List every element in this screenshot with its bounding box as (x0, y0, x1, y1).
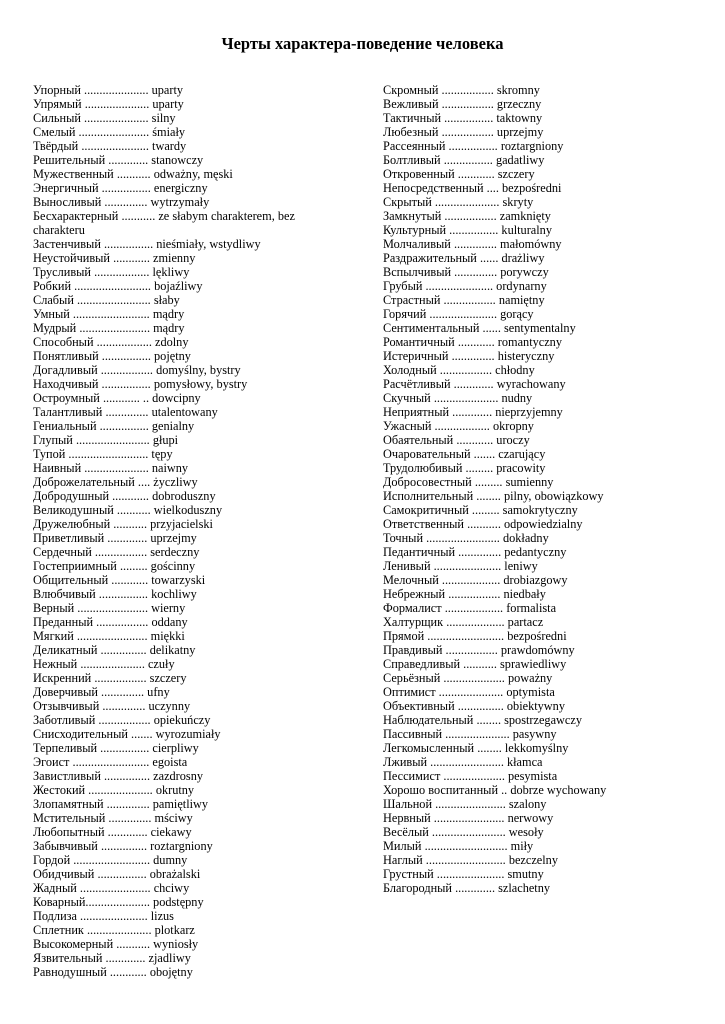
vocabulary-entry: Правдивый ................. prawdomówny (383, 643, 575, 657)
vocabulary-entry: Влюбчивый ................ kochliwy (33, 587, 197, 601)
vocabulary-entry: Подлиза ...................... lizus (33, 909, 174, 923)
vocabulary-entry: Скрытый ..................... skryty (383, 195, 534, 209)
vocabulary-entry: Находчивый ................ pomysłowy, bystry (33, 377, 248, 391)
vocabulary-entry: Формалист ................... formalista (383, 601, 557, 615)
vocabulary-entry: Искренний ................. szczery (33, 671, 187, 685)
vocabulary-entry: Легкомысленный ........ lekkomyślny (383, 741, 569, 755)
left-column (33, 83, 333, 979)
vocabulary-entry: Трудолюбивый ......... pracowity (383, 461, 546, 475)
vocabulary-entry: Любопытный ............. ciekawy (33, 825, 192, 839)
vocabulary-entry: Любезный ................. uprzejmy (383, 125, 544, 139)
vocabulary-entry: Ленивый ...................... leniwy (383, 559, 538, 573)
vocabulary-entry: Справедливый ........... sprawiedliwy (383, 657, 567, 671)
vocabulary-entry: Страстный ................. namiętny (383, 293, 545, 307)
vocabulary-entry: Шальной ....................... szalony (383, 797, 547, 811)
page-title: Черты характера-поведение человека (221, 34, 504, 53)
vocabulary-entry: Робкий ......................... bojaźliwy (33, 279, 203, 293)
vocabulary-entry: Сильный ..................... silny (33, 111, 176, 125)
vocabulary-entry: Забывчивый ............... roztargniony (33, 839, 213, 853)
vocabulary-entry: Упрямый ..................... uparty (33, 97, 184, 111)
vocabulary-entry: Энергичный ................ energiczny (33, 181, 208, 195)
vocabulary-entry: Лживый ........................ kłamca (383, 755, 543, 769)
vocabulary-entry: Равнодушный ............ obojętny (33, 965, 193, 979)
vocabulary-entry: Способный .................. zdolny (33, 335, 189, 349)
vocabulary-entry: Нервный ....................... nerwowy (383, 811, 554, 825)
vocabulary-entry: Жадный ....................... chciwy (33, 881, 190, 895)
vocabulary-entry: Язвительный ............. zjadliwy (33, 951, 191, 965)
vocabulary-entry: Наивный ..................... naiwny (33, 461, 189, 475)
vocabulary-entry: Гордой ......................... dumny (33, 853, 188, 867)
vocabulary-entry: Откровенный ............ szczery (383, 167, 535, 181)
vocabulary-entry: Самокритичный ......... samokrytyczny (383, 503, 578, 517)
vocabulary-entry: Весёлый ........................ wesoły (383, 825, 544, 839)
vocabulary-entry: Мелочный ................... drobiazgowy (383, 573, 568, 587)
vocabulary-entry: Добросовестный ......... sumienny (383, 475, 554, 489)
vocabulary-entry: Неустойчивый ............ zmienny (33, 251, 196, 265)
vocabulary-entry: Доверчивый .............. ufny (33, 685, 170, 699)
vocabulary-entry: Добродушный ............ dobroduszny (33, 489, 216, 503)
vocabulary-entry: Милый ........................... miły (383, 839, 534, 853)
vocabulary-entry: Раздражительный ...... drażliwy (383, 251, 545, 265)
vocabulary-entry: Неприятный ............. nieprzyjemny (383, 405, 563, 419)
vocabulary-entry: Прямой ......................... bezpośredni (383, 629, 567, 643)
vocabulary-entry: Завистливый ............... zazdrosny (33, 769, 204, 783)
vocabulary-entry: Мужественный ........... odważny, męski (33, 167, 233, 181)
vocabulary-entry: Общительный ............ towarzyski (33, 573, 206, 587)
vocabulary-entry: Эгоист ......................... egoista (33, 755, 188, 769)
vocabulary-entry: Жестокий ..................... okrutny (33, 783, 195, 797)
vocabulary-entry: Бесхарактерный ........... ze słabym charakterem, bez charakteru (33, 209, 295, 237)
vocabulary-entry: Талантливый .............. utalentowany (33, 405, 218, 419)
vocabulary-entry: Коварный..................... podstępny (33, 895, 204, 909)
right-column (383, 83, 713, 895)
vocabulary-entry: Романтичный ............ romantyczny (383, 335, 562, 349)
vocabulary-entry: Грустный ...................... smutny (383, 867, 544, 881)
vocabulary-entry: Хорошо воспитанный .. dobrze wychowany (383, 783, 607, 797)
vocabulary-entry: Деликатный ............... delikatny (33, 643, 196, 657)
vocabulary-entry: Молчаливый .............. małomówny (383, 237, 562, 251)
vocabulary-entry: Замкнутый ................. zamknięty (383, 209, 551, 223)
vocabulary-entry: Халтурщик ................... partacz (383, 615, 544, 629)
vocabulary-entry: Упорный ..................... uparty (33, 83, 184, 97)
vocabulary-entry: Слабый ........................ słaby (33, 293, 180, 307)
vocabulary-entry: Ответственный ........... odpowiedzialny (383, 517, 583, 531)
vocabulary-entry: Доброжелательный .... życzliwy (33, 475, 198, 489)
vocabulary-entry: Тупой .......................... tępy (33, 447, 173, 461)
vocabulary-entry: Сплетник ..................... plotkarz (33, 923, 195, 937)
vocabulary-entry: Объективный ............... obiektywny (383, 699, 565, 713)
vocabulary-entry: Нежный ..................... czuły (33, 657, 175, 671)
vocabulary-entry: Трусливый .................. lękliwy (33, 265, 190, 279)
vocabulary-entry: Наблюдательный ........ spostrzegawczy (383, 713, 582, 727)
vocabulary-entry: Непосредственный .... bezpośredni (383, 181, 562, 195)
vocabulary-entry: Пессимист .................... pesymista (383, 769, 558, 783)
vocabulary-entry: Умный ......................... mądry (33, 307, 185, 321)
vocabulary-entry: Застенчивый ................ nieśmiały, wstydliwy (33, 237, 261, 251)
vocabulary-entry: Сентиментальный ...... sentymentalny (383, 321, 576, 335)
vocabulary-entry: Холодный ................. chłodny (383, 363, 535, 377)
vocabulary-entry: Заботливый ................. opiekuńczy (33, 713, 211, 727)
vocabulary-entry: Глупый ........................ głupi (33, 433, 179, 447)
vocabulary-entry: Скучный ..................... nudny (383, 391, 533, 405)
vocabulary-entry: Ужасный .................. okropny (383, 419, 534, 433)
vocabulary-entry: Сердечный ................. serdeczny (33, 545, 200, 559)
vocabulary-entry: Точный ........................ dokładny (383, 531, 549, 545)
vocabulary-entry: Обидчивый ................ obrażalski (33, 867, 201, 881)
vocabulary-entry: Оптимист ..................... optymista (383, 685, 555, 699)
vocabulary-entry: Твёрдый ...................... twardy (33, 139, 187, 153)
vocabulary-entry: Скромный ................. skromny (383, 83, 540, 97)
vocabulary-entry: Гениальный ................ genialny (33, 419, 195, 433)
vocabulary-entry: Решительный ............. stanowczy (33, 153, 204, 167)
vocabulary-entry: Верный ....................... wierny (33, 601, 186, 615)
vocabulary-entry: Дружелюбный ........... przyjacielski (33, 517, 213, 531)
vocabulary-entry: Преданный ................. oddany (33, 615, 188, 629)
vocabulary-entry: Мягкий ....................... miękki (33, 629, 185, 643)
vocabulary-entry: Мудрый ....................... mądry (33, 321, 185, 335)
vocabulary-entry: Остроумный ............ .. dowcipny (33, 391, 201, 405)
vocabulary-entry: Догадливый ................. domyślny, bystry (33, 363, 241, 377)
vocabulary-entry: Понятливый ................ pojętny (33, 349, 191, 363)
vocabulary-entry: Вспылчивый .............. porywczy (383, 265, 549, 279)
vocabulary-entry: Смелый ....................... śmiały (33, 125, 186, 139)
vocabulary-entry: Культурный ................ kulturalny (383, 223, 552, 237)
vocabulary-entry: Пассивный ..................... pasywny (383, 727, 557, 741)
vocabulary-entry: Горячий ...................... gorący (383, 307, 534, 321)
vocabulary-entry: Великодушный ........... wielkoduszny (33, 503, 223, 517)
vocabulary-entry: Болтливый ................ gadatliwy (383, 153, 545, 167)
vocabulary-entry: Исполнительный ........ pilny, obowiązkowy (383, 489, 604, 503)
vocabulary-entry: Истеричный .............. histeryczny (383, 349, 555, 363)
vocabulary-entry: Расчётливый ............. wyrachowany (383, 377, 566, 391)
vocabulary-entry: Тактичный ................ taktowny (383, 111, 543, 125)
vocabulary-entry: Рассеянный ................ roztargniony (383, 139, 564, 153)
vocabulary-entry: Гостеприимный ......... gościnny (33, 559, 196, 573)
vocabulary-entry: Небрежный ................. niedbały (383, 587, 546, 601)
vocabulary-entry: Приветливый ............. uprzejmy (33, 531, 197, 545)
vocabulary-entry: Грубый ...................... ordynarny (383, 279, 547, 293)
vocabulary-entry: Мстительный .............. mściwy (33, 811, 193, 825)
vocabulary-entry: Отзывчивый .............. uczynny (33, 699, 191, 713)
vocabulary-entry: Педантичный .............. pedantyczny (383, 545, 567, 559)
vocabulary-entry: Серьёзный .................... poważny (383, 671, 553, 685)
vocabulary-entry: Выносливый .............. wytrzymały (33, 195, 210, 209)
vocabulary-entry: Обаятельный ............ uroczy (383, 433, 530, 447)
vocabulary-entry: Терпеливый ................ cierpliwy (33, 741, 199, 755)
vocabulary-entry: Снисходительный ....... wyrozumiały (33, 727, 221, 741)
vocabulary-entry: Благородный ............. szlachetny (383, 881, 551, 895)
vocabulary-entry: Наглый .......................... bezczelny (383, 853, 558, 867)
vocabulary-entry: Очаровательный ....... czarujący (383, 447, 546, 461)
vocabulary-entry: Злопамятный .............. pamiętliwy (33, 797, 209, 811)
vocabulary-entry: Вежливый ................. grzeczny (383, 97, 542, 111)
vocabulary-entry: Высокомерный ........... wyniosły (33, 937, 199, 951)
